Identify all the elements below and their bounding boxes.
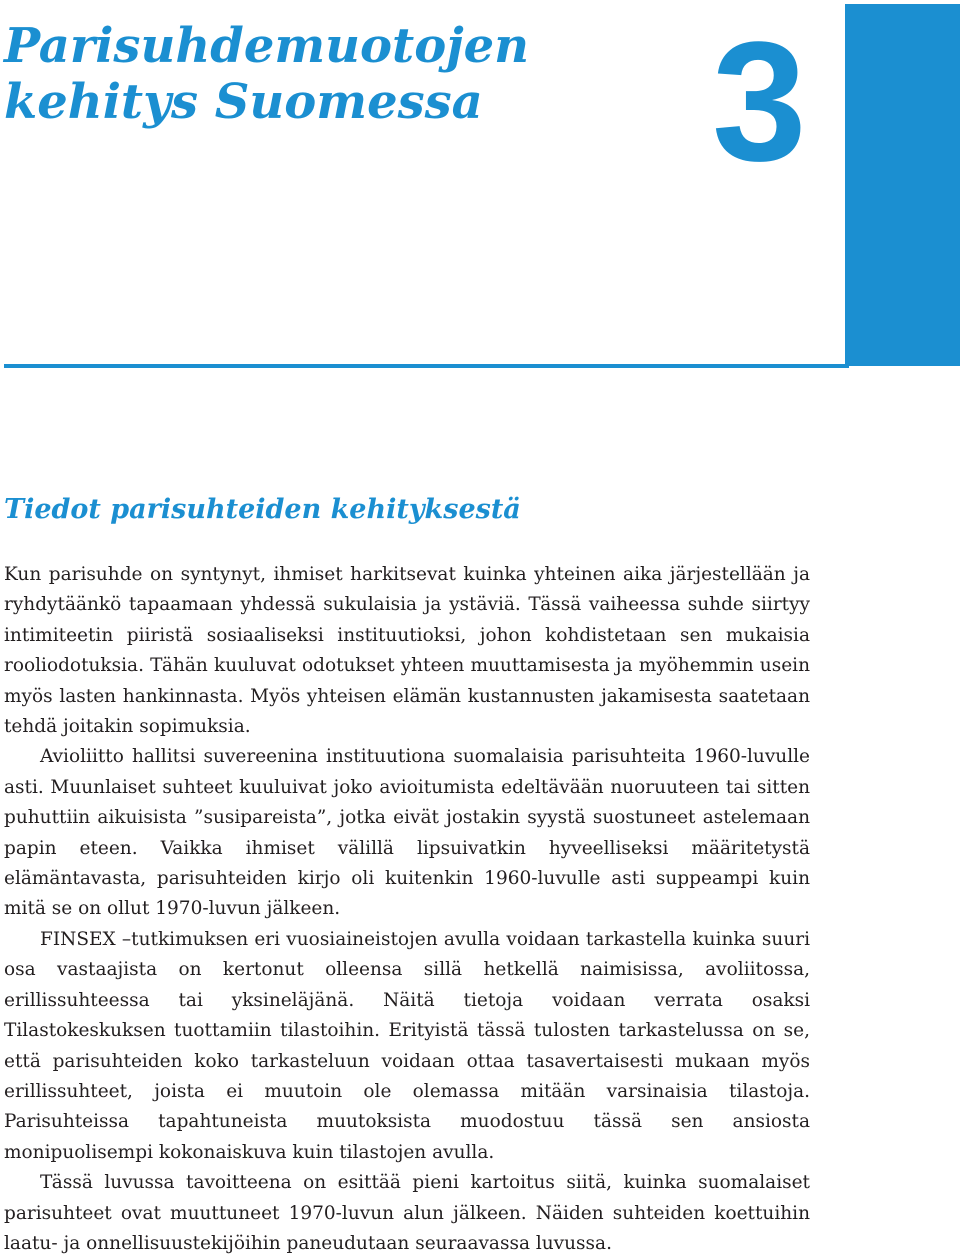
chapter-number: 3 xyxy=(712,7,807,197)
paragraph-1: Kun parisuhde on syntynyt, ihmiset harkitsevat kuinka yhteinen aika järjestellään ja ryhdytäänkö tapaamaan yhdessä sukulaisia ja ystäviä. Tässä vaiheessa suhde siirtyy intimiteetin piiristä sosiaaliseksi instituutioksi, johon kohdistetaan sen mukaisia rooliodotuksia. Tähän kuuluvat odotukset yhteen muuttamisesta ja myöhemmin usein myös lasten hankinnasta. Myös yhteisen elämän kustannusten jakamisesta saatetaan tehdä joitakin sopimuksia. xyxy=(4,564,810,738)
paragraph-2: Avioliitto hallitsi suvereenina instituutiona suomalaisia parisuhteita 1960-luvulle asti. Muunlaiset suhteet kuuluivat joko avioitumista edeltävään nuoruuteen tai sitten puhuttiin aikuisista ”susipareista”, jotka eivät jostakin syystä suostuneet astelemaan papin eteen. Vaikka ihmiset välillä lipsuivatkin hyveelliseksi määritetystä elämäntavasta, parisuhteiden kirjo oli kuitenkin 1960-luvulle asti suppeampi kuin mitä se on ollut 1970-luvun jälkeen. xyxy=(4,746,810,920)
chapter-title-line-1: Parisuhdemuotojen xyxy=(4,18,530,74)
body-text xyxy=(4,560,810,1259)
chapter-title-line-2: kehitys Suomessa xyxy=(4,74,483,130)
paragraph-4: Tässä luvussa tavoitteena on esittää pieni kartoitus siitä, kuinka suomalaiset parisuhteet ovat muuttuneet 1970-luvun alun jälkeen. Näiden suhteiden koettuihin laatu- ja onnellisuustekijöihin paneudutaan seuraavassa luvussa. xyxy=(4,1172,810,1254)
chapter-title xyxy=(4,18,704,130)
chapter-accent-bar xyxy=(845,4,960,366)
chapter-divider xyxy=(4,364,849,368)
paragraph-3: FINSEX –tutkimuksen eri vuosiaineistojen avulla voidaan tarkastella kuinka suuri osa vastaajista on kertonut olleensa sillä hetkellä naimisissa, avoliitossa, erillissuhteessa tai yksineläjänä. Näitä tietoja voidaan verrata osaksi Tilastokeskuksen tuottamiin tilastoihin. Erityistä tässä tulosten tarkastelussa on se, että parisuhteiden koko tarkasteluun voidaan ottaa tasavertaisesti mukaan myös erillissuhteet, joista ei muutoin ole olemassa mitään varsinaisia tilastoja. Parisuhteissa tapahtuneista muutoksista muodostuu tässä sen ansiosta monipuolisempi kokonaiskuva kuin tilastojen avulla. xyxy=(4,928,810,1163)
section-heading: Tiedot parisuhteiden kehityksestä xyxy=(4,494,521,525)
